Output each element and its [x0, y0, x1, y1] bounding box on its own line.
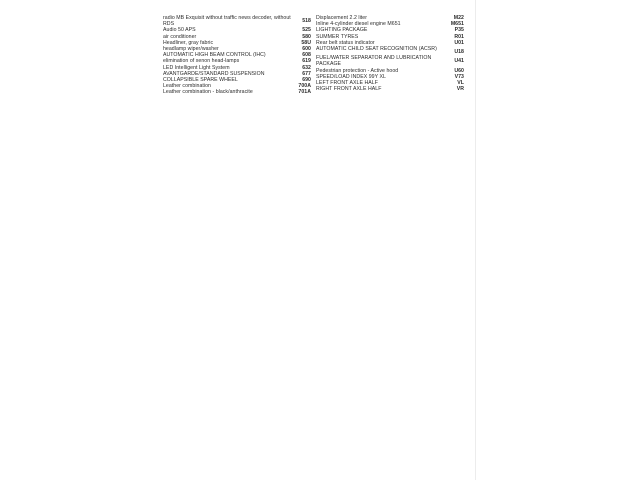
option-code: 58U: [301, 39, 311, 46]
option-description: Inline 4-cylinder diesel engine M651: [316, 21, 401, 28]
option-description: Pedestrian protection - Active hood: [316, 67, 399, 74]
option-description: LED Intelligent Light System: [163, 64, 230, 71]
option-code: 677: [302, 70, 311, 77]
option-code: 619: [302, 58, 311, 65]
option-description: radio MB Exquisit without traffic news decoder, without RDS: [163, 15, 291, 28]
option-row: [316, 46, 464, 55]
option-description: FUEL/WATER SEPARATOR AND LUBRICATION PACKAGE: [316, 55, 432, 68]
option-description: AUTOMATIC CHILD SEAT RECOGNITION (ACSR): [316, 46, 437, 53]
option-description: SUMMER TYRES: [316, 33, 359, 40]
option-code: VR: [456, 86, 464, 93]
option-code: 608: [302, 52, 311, 59]
option-code: P35: [454, 27, 464, 34]
option-code: U18: [454, 49, 464, 56]
option-code: 518: [302, 18, 311, 24]
option-description: COLLAPSIBLE SPARE WHEEL: [163, 77, 238, 84]
option-description: air conditioner: [163, 33, 197, 40]
option-code: R01: [454, 33, 464, 40]
option-description: RIGHT FRONT AXLE HALF: [316, 86, 382, 93]
option-description: Rear belt status indicator: [316, 39, 375, 46]
option-code: 700A: [298, 83, 311, 90]
option-code: U01: [454, 39, 464, 46]
option-code: 580: [302, 33, 311, 40]
option-row: [163, 89, 311, 95]
option-row: [316, 55, 464, 67]
option-description: headlamp wiper/washer: [163, 46, 219, 53]
option-code: VL: [457, 80, 464, 87]
option-description: Audio 50 APS: [163, 27, 196, 34]
option-code: 632: [302, 64, 311, 71]
option-code: M22: [453, 15, 464, 21]
option-description: Displacement 2.2 liter: [316, 15, 367, 21]
option-description: AVANTGARDE/STANDARD SUSPENSION: [163, 70, 265, 77]
option-row: [316, 86, 464, 92]
page-edge: [475, 0, 476, 480]
option-description: elimination of xenon head-lamps: [163, 58, 240, 65]
option-code: 701A: [298, 89, 311, 96]
option-code: 525: [302, 27, 311, 34]
options-column-left: [163, 15, 311, 96]
option-description: Headliner, gray fabric: [163, 39, 214, 46]
option-description: LIGHTING PACKAGE: [316, 27, 368, 34]
option-code: M651: [450, 21, 464, 28]
option-row: [163, 15, 311, 27]
option-description: LEFT FRONT AXLE HALF: [316, 80, 378, 87]
option-code: 690: [302, 77, 311, 84]
option-code: V73: [454, 73, 464, 80]
option-code: U41: [454, 58, 464, 65]
option-description: AUTOMATIC HIGH BEAM CONTROL (IHC): [163, 52, 266, 59]
option-description: Leather combination: [163, 83, 211, 90]
option-description: SPEED/LOAD INDEX 99Y XL: [316, 73, 386, 80]
option-code: U60: [454, 67, 464, 74]
option-code: 600: [302, 46, 311, 53]
options-column-right: [316, 15, 464, 92]
option-description: Leather combination - black/anthracite: [163, 89, 253, 96]
